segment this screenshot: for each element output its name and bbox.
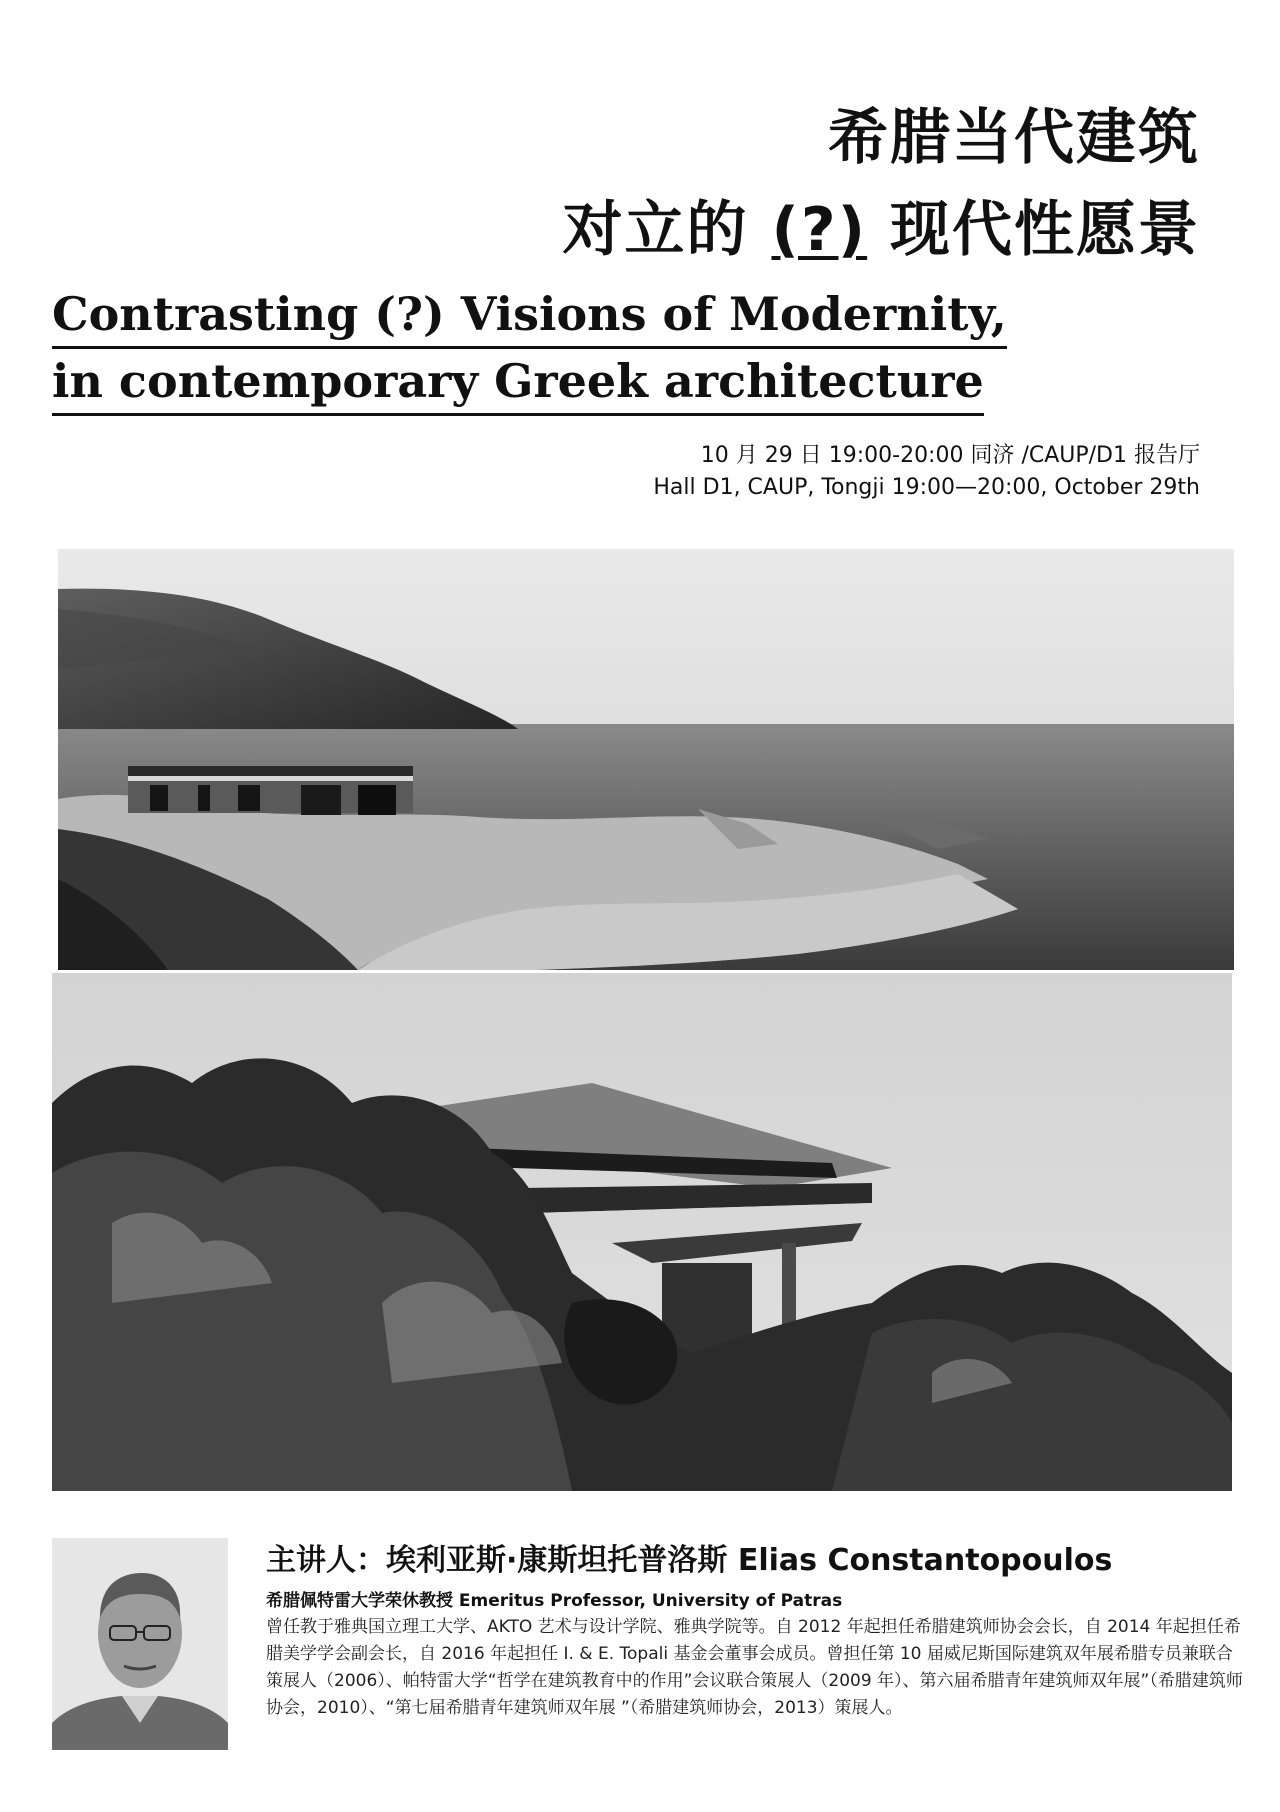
- event-info: [653, 440, 1200, 504]
- english-title-line-1: Contrasting (?) Visions of Modernity,: [52, 282, 1007, 349]
- speaker-bio: 曾任教于雅典国立理工大学、AKTO 艺术与设计学院、雅典学院等。自 2012 年起担任希腊建筑师协会会长，自 2014 年起担任希腊美学学会副会长，自 2016 年起担任 I. & E. Topali 基金会董事会成员。曾担任第 10 届威尼斯国际建筑双年展希腊专员兼联合策展人（2006）、帕特雷大学“哲学在建筑教育中的作用”会议联合策展人（2009 年）、第六届希腊青年建筑师双年展”（希腊建筑师协会，2010）、“第七届希腊青年建筑师双年展 ”（希腊建筑师协会，2013）策展人。: [266, 1617, 1243, 1718]
- event-info-chinese: 10 月 29 日 19:00-20:00 同济 /CAUP/D1 报告厅: [700, 443, 1200, 468]
- speaker-name: 主讲人：埃利亚斯·康斯坦托普洛斯 Elias Constantopoulos: [266, 1543, 1113, 1578]
- chinese-title-line-2-pre: 对立的: [562, 195, 772, 265]
- chinese-title: [563, 92, 1200, 276]
- coastal-house-building: [128, 766, 413, 815]
- speaker-portrait-image: [52, 1538, 228, 1750]
- event-info-english: Hall D1, CAUP, Tongji 19:00—20:00, October 29th: [653, 475, 1200, 500]
- speaker-title: 希腊佩特雷大学荣休教授 Emeritus Professor, University of Patras: [266, 1591, 843, 1611]
- chinese-title-question-mark: (?): [771, 195, 868, 265]
- coastal-house-illustration: [58, 549, 1234, 970]
- english-title-line-2: in contemporary Greek architecture: [52, 349, 984, 416]
- speaker-portrait: [52, 1538, 228, 1750]
- english-title: [52, 282, 1112, 416]
- speaker-info: [266, 1540, 1246, 1722]
- chinese-title-line-1: 希腊当代建筑: [828, 103, 1200, 173]
- chinese-title-line-2-post: 现代性愿景: [867, 195, 1200, 265]
- coastal-house-photo: [58, 549, 1234, 970]
- cantilever-house-photo: [52, 973, 1232, 1491]
- cantilever-house-illustration: [52, 973, 1232, 1491]
- chinese-title-line-2: [563, 184, 1200, 276]
